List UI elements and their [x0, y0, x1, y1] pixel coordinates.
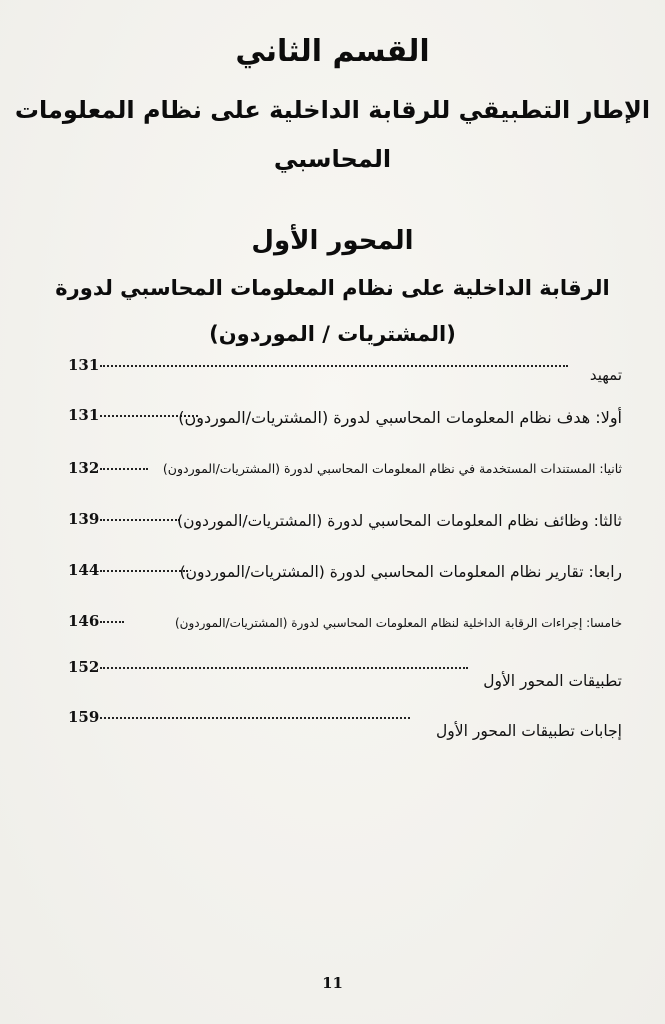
axis-topic-line-1: الرقابة الداخلية على نظام المعلومات المحاسبي لدورة	[55, 276, 610, 300]
toc-title: رابعا: تقارير نظام المعلومات المحاسبي لدورة (المشتريات/الموردون)	[179, 563, 622, 581]
toc-page-number: 131	[68, 356, 100, 374]
toc-entry-applications	[56, 658, 622, 688]
toc-leader-dots	[100, 570, 188, 572]
toc-page-number: 159	[68, 708, 100, 726]
toc-title: تطبيقات المحور الأول	[483, 672, 622, 690]
toc-page-number: 131	[68, 406, 100, 424]
toc-leader-dots	[100, 519, 180, 521]
toc-page-number: 132	[68, 459, 100, 477]
section-subtitle-line-2: المحاسبي	[273, 145, 392, 173]
toc-title: تمهيد	[589, 366, 622, 384]
toc-title: إجابات تطبيقات المحور الأول	[436, 722, 622, 740]
toc-leader-dots	[100, 365, 568, 367]
toc-page-number: 139	[68, 510, 100, 528]
toc-entry-first	[56, 406, 622, 436]
toc-entry-second	[56, 459, 622, 489]
toc-leader-dots	[100, 468, 148, 470]
toc-leader-dots	[100, 621, 124, 623]
toc-entry-intro	[56, 356, 622, 386]
section-title: القسم الثاني	[235, 34, 430, 69]
toc-entry-third	[56, 510, 622, 540]
page-number: 11	[322, 974, 343, 992]
toc-leader-dots	[100, 667, 468, 669]
toc-page-number: 146	[68, 612, 100, 630]
toc-page-number: 152	[68, 658, 100, 676]
toc-page-number: 144	[68, 561, 100, 579]
toc-title: خامسا: إجراءات الرقابة الداخلية لنظام المعلومات المحاسبي لدورة (المشتريات/الموردون)	[174, 616, 622, 630]
axis-topic-line-2: (المشتريات / الموردون)	[209, 322, 456, 346]
toc-entry-answers	[56, 708, 622, 738]
toc-entry-fourth	[56, 561, 622, 591]
axis-title: المحور الأول	[251, 226, 414, 256]
toc-title: ثالثا: وظائف نظام المعلومات المحاسبي لدورة (المشتريات/الموردون)	[177, 512, 622, 530]
toc-title: ثانيا: المستندات المستخدمة في نظام المعلومات المحاسبي لدورة (المشتريات/الموردون)	[162, 461, 622, 476]
toc-title: أولا: هدف نظام المعلومات المحاسبي لدورة (المشتريات/الموردون)	[178, 408, 622, 427]
section-subtitle-line-1: الإطار التطبيقي للرقابة الداخلية على نظام المعلومات	[14, 96, 651, 124]
toc-entry-fifth	[56, 612, 622, 642]
toc-leader-dots	[100, 717, 410, 719]
